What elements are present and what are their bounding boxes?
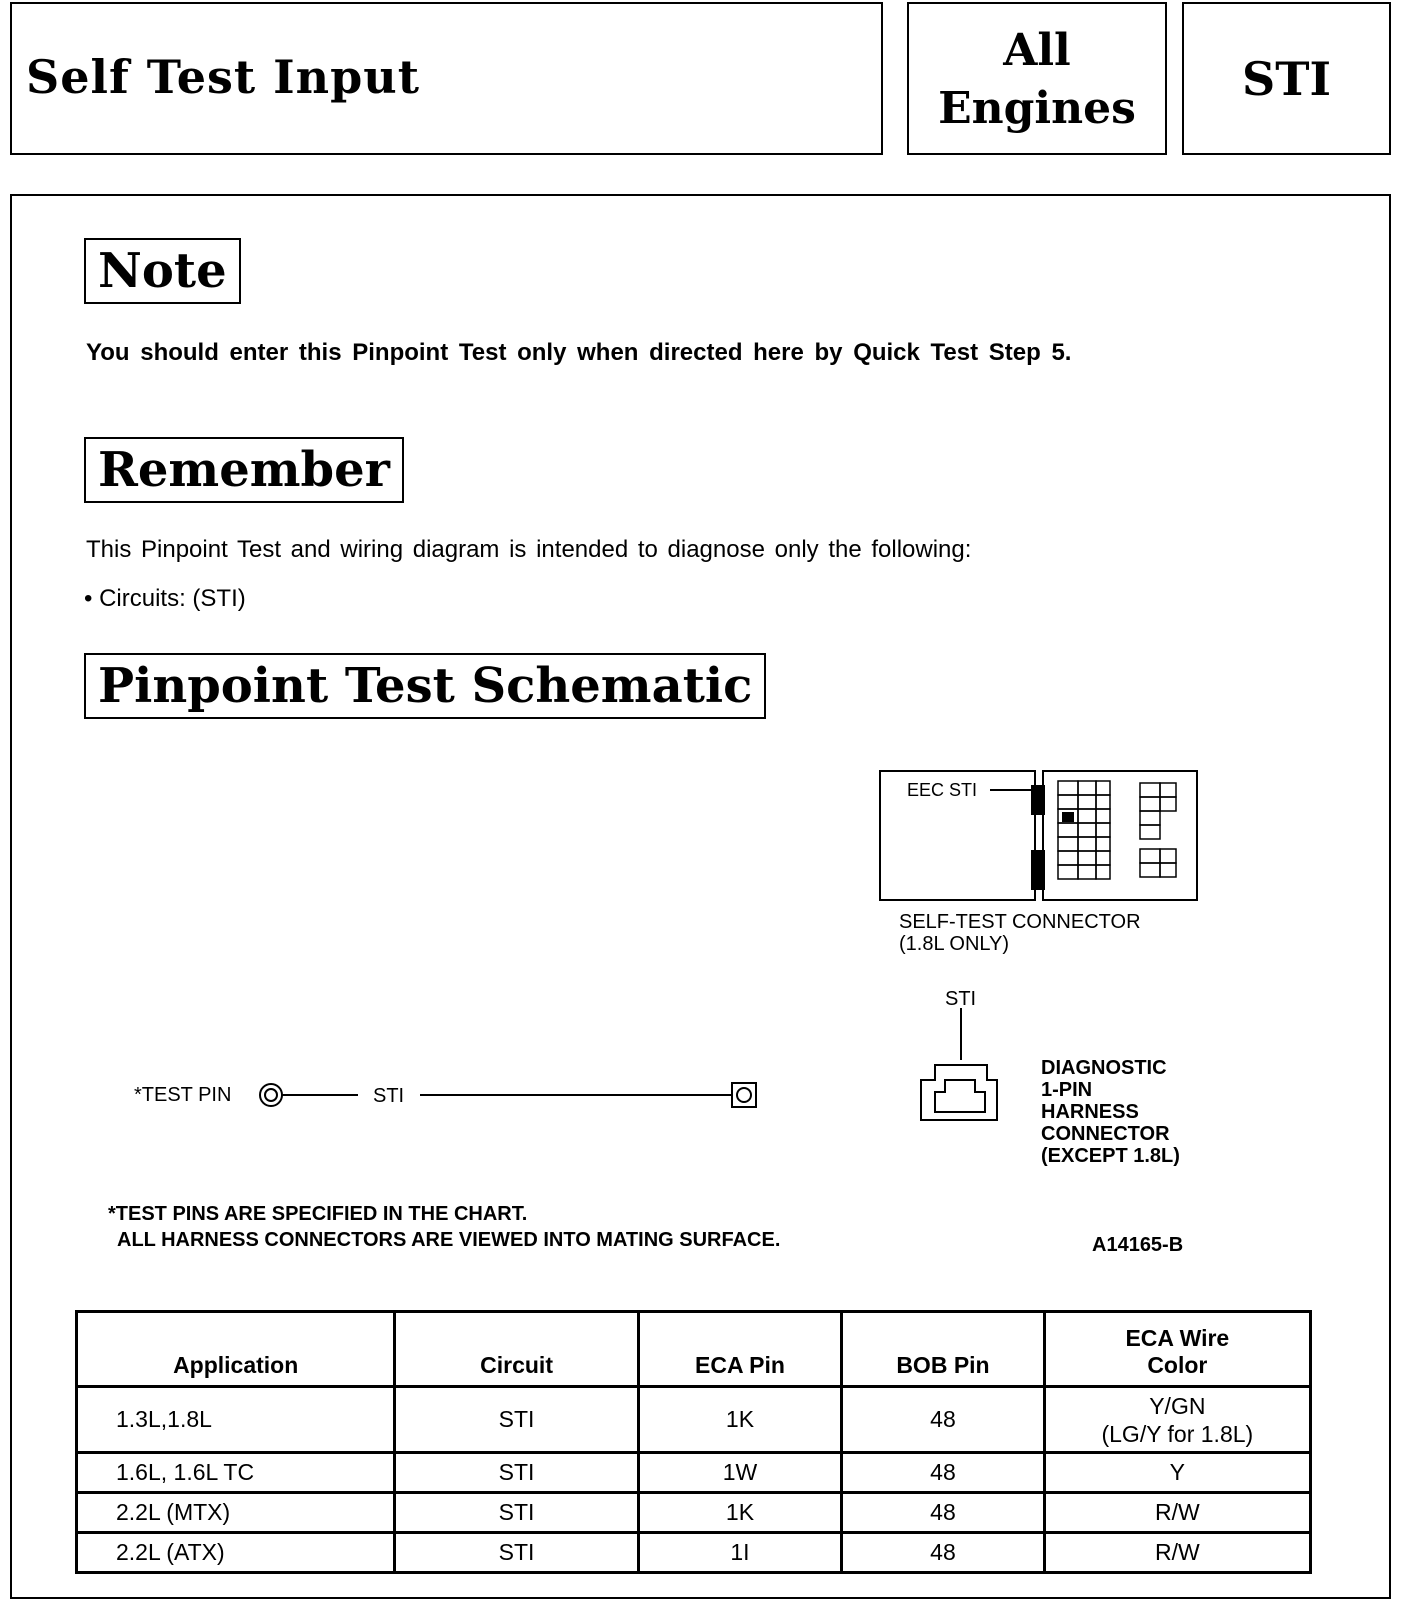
cell-eca-pin: 1K — [638, 1493, 841, 1533]
header-circuit: Circuit — [395, 1312, 638, 1387]
cell-bob-pin: 48 — [842, 1533, 1044, 1573]
diag-label-4: CONNECTOR — [1041, 1123, 1170, 1145]
cell-circuit: STI — [395, 1533, 638, 1573]
remember-text: This Pinpoint Test and wiring diagram is intended to diagnose only the following: — [86, 536, 972, 563]
table-row — [77, 1387, 1311, 1453]
cell-circuit: STI — [395, 1387, 638, 1453]
schematic-heading: Pinpoint Test Schematic — [84, 653, 766, 719]
cell-application: 1.6L, 1.6L TC — [77, 1453, 395, 1493]
cell-circuit: STI — [395, 1453, 638, 1493]
header-wire-color — [1044, 1312, 1310, 1387]
cell-application: 2.2L (ATX) — [77, 1533, 395, 1573]
circuits-bullet: • Circuits: (STI) — [84, 585, 246, 612]
pin-chart-table — [75, 1310, 1312, 1574]
table-row — [77, 1493, 1311, 1533]
header-wire-line-1: ECA Wire — [1125, 1325, 1230, 1351]
sti-top-label: STI — [945, 988, 977, 1010]
wire-line-2: (LG/Y for 1.8L) — [1101, 1420, 1254, 1447]
footnote-line-2: ALL HARNESS CONNECTORS ARE VIEWED INTO MATING SURFACE. — [117, 1229, 781, 1251]
cell-eca-pin: 1W — [638, 1453, 841, 1493]
test-pin-outer — [260, 1084, 282, 1106]
cell-eca-pin: 1I — [638, 1533, 841, 1573]
remember-heading: Remember — [84, 437, 404, 503]
cell-application: 1.3L,1.8L — [77, 1387, 395, 1453]
pin-grid — [1058, 781, 1176, 879]
cell-application: 2.2L (MTX) — [77, 1493, 395, 1533]
header-eca-pin: ECA Pin — [638, 1312, 841, 1387]
engines-line-2: Engines — [938, 83, 1136, 134]
note-heading: Note — [84, 238, 241, 304]
cell-wire-color — [1044, 1387, 1310, 1453]
cell-eca-pin: 1K — [638, 1387, 841, 1453]
cell-bob-pin: 48 — [842, 1453, 1044, 1493]
wire-terminal-pin — [737, 1088, 751, 1102]
diag-connector-inner — [935, 1080, 985, 1112]
engines-line-1: All — [1003, 25, 1071, 76]
connector-latch-top — [1031, 785, 1045, 815]
table-header-row — [77, 1312, 1311, 1387]
diag-label-5: (EXCEPT 1.8L) — [1041, 1145, 1180, 1167]
self-test-connector-label-1: SELF-TEST CONNECTOR — [899, 911, 1141, 933]
cell-bob-pin: 48 — [842, 1493, 1044, 1533]
cell-wire-color: Y — [1044, 1453, 1310, 1493]
wire-line-1: Y/GN — [1149, 1392, 1206, 1419]
footnote-line-1: *TEST PINS ARE SPECIFIED IN THE CHART. — [108, 1203, 528, 1225]
figure-id: A14165-B — [1092, 1234, 1184, 1256]
test-pin-label: *TEST PIN — [134, 1084, 232, 1106]
wire-terminal-box — [732, 1083, 756, 1107]
table-row — [77, 1453, 1311, 1493]
table-row — [77, 1533, 1311, 1573]
eec-sti-label: EEC STI — [907, 780, 978, 800]
test-pin-inner — [265, 1089, 277, 1101]
note-text: You should enter this Pinpoint Test only when directed here by Quick Test Step 5. — [86, 339, 1072, 366]
cell-bob-pin: 48 — [842, 1387, 1044, 1453]
diag-label-2: 1-PIN — [1041, 1079, 1093, 1101]
sti-pin-marker — [1062, 812, 1074, 822]
diag-label-1: DIAGNOSTIC — [1041, 1057, 1167, 1079]
self-test-connector-label-2: (1.8L ONLY) — [899, 933, 1010, 955]
sti-wire-label: STI — [373, 1085, 405, 1107]
header-code: STI — [1242, 52, 1331, 106]
cell-circuit: STI — [395, 1493, 638, 1533]
cell-wire-color: R/W — [1044, 1493, 1310, 1533]
header-bob-pin: BOB Pin — [842, 1312, 1044, 1387]
header-application: Application — [77, 1312, 395, 1387]
connector-latch-bottom — [1031, 850, 1045, 890]
header-wire-line-2: Color — [1147, 1352, 1208, 1378]
diag-label-3: HARNESS — [1041, 1101, 1139, 1123]
cell-wire-color: R/W — [1044, 1533, 1310, 1573]
self-test-connector-face — [1043, 771, 1197, 900]
page-title: Self Test Input — [26, 50, 420, 104]
